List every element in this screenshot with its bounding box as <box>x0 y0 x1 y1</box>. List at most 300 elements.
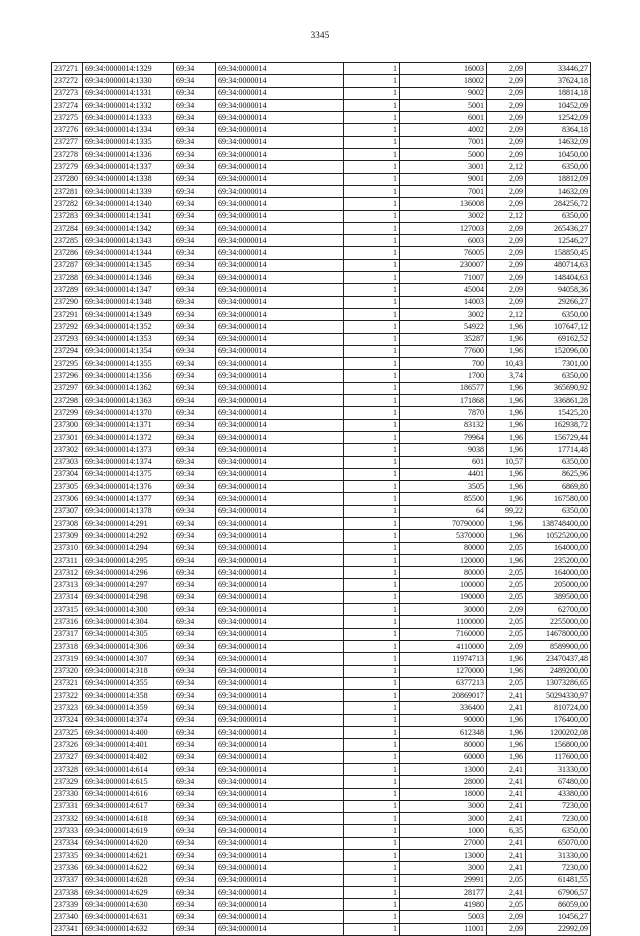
area-cell: 3505 <box>400 481 487 493</box>
rate-cell: 2,09 <box>487 99 526 111</box>
rate-cell: 2,05 <box>487 579 526 591</box>
count-cell: 1 <box>344 628 400 640</box>
cadastral-number-cell: 69:34:0000014:1341 <box>83 210 174 222</box>
district-code-cell: 69:34 <box>174 837 216 849</box>
table-row <box>52 604 591 616</box>
record-number-cell: 237312 <box>52 567 83 579</box>
count-cell: 1 <box>344 850 400 862</box>
value-cell: 37624,18 <box>526 75 591 87</box>
value-cell: 810724,00 <box>526 702 591 714</box>
record-number-cell: 237304 <box>52 468 83 480</box>
page-number: 3345 <box>310 30 330 40</box>
district-code-cell: 69:34 <box>174 727 216 739</box>
rate-cell: 1,96 <box>487 419 526 431</box>
district-code-cell: 69:34 <box>174 272 216 284</box>
table-row <box>52 567 591 579</box>
rate-cell: 1,96 <box>487 493 526 505</box>
count-cell: 1 <box>344 567 400 579</box>
table-row <box>52 63 591 75</box>
rate-cell: 2,05 <box>487 677 526 689</box>
record-number-cell: 237329 <box>52 776 83 788</box>
count-cell: 1 <box>344 751 400 763</box>
cadastral-quarter-cell: 69:34:0000014 <box>216 444 344 456</box>
rate-cell: 1,96 <box>487 554 526 566</box>
record-number-cell: 237295 <box>52 358 83 370</box>
rate-cell: 2,09 <box>487 296 526 308</box>
cadastral-number-cell: 69:34:0000014:307 <box>83 653 174 665</box>
table-row <box>52 702 591 714</box>
cadastral-number-cell: 69:34:0000014:1352 <box>83 321 174 333</box>
cadastral-quarter-cell: 69:34:0000014 <box>216 677 344 689</box>
district-code-cell: 69:34 <box>174 161 216 173</box>
table-row <box>52 395 591 407</box>
value-cell: 94058,36 <box>526 284 591 296</box>
district-code-cell: 69:34 <box>174 542 216 554</box>
count-cell: 1 <box>344 911 400 923</box>
cadastral-quarter-cell: 69:34:0000014 <box>216 161 344 173</box>
table-row <box>52 530 591 542</box>
record-number-cell: 237326 <box>52 739 83 751</box>
record-number-cell: 237294 <box>52 345 83 357</box>
table-row <box>52 554 591 566</box>
district-code-cell: 69:34 <box>174 395 216 407</box>
cadastral-number-cell: 69:34:0000014:632 <box>83 923 174 935</box>
count-cell: 1 <box>344 505 400 517</box>
cadastral-quarter-cell: 69:34:0000014 <box>216 727 344 739</box>
count-cell: 1 <box>344 727 400 739</box>
record-number-cell: 237320 <box>52 665 83 677</box>
area-cell: 5000 <box>400 149 487 161</box>
cadastral-quarter-cell: 69:34:0000014 <box>216 862 344 874</box>
district-code-cell: 69:34 <box>174 874 216 886</box>
record-number-cell: 237332 <box>52 813 83 825</box>
cadastral-number-cell: 69:34:0000014:1373 <box>83 444 174 456</box>
value-cell: 29266,27 <box>526 296 591 308</box>
area-cell: 612348 <box>400 727 487 739</box>
value-cell: 235200,00 <box>526 554 591 566</box>
value-cell: 107647,12 <box>526 321 591 333</box>
district-code-cell: 69:34 <box>174 468 216 480</box>
count-cell: 1 <box>344 235 400 247</box>
record-number-cell: 237307 <box>52 505 83 517</box>
count-cell: 1 <box>344 99 400 111</box>
area-cell: 4401 <box>400 468 487 480</box>
value-cell: 6350,00 <box>526 825 591 837</box>
cadastral-number-cell: 69:34:0000014:631 <box>83 911 174 923</box>
rate-cell: 2,09 <box>487 247 526 259</box>
record-number-cell: 237282 <box>52 198 83 210</box>
rate-cell: 1,96 <box>487 714 526 726</box>
area-cell: 1700 <box>400 370 487 382</box>
record-number-cell: 237299 <box>52 407 83 419</box>
area-cell: 80000 <box>400 739 487 751</box>
table-row <box>52 874 591 886</box>
count-cell: 1 <box>344 87 400 99</box>
count-cell: 1 <box>344 272 400 284</box>
cadastral-quarter-cell: 69:34:0000014 <box>216 259 344 271</box>
record-number-cell: 237291 <box>52 308 83 320</box>
record-number-cell: 237314 <box>52 591 83 603</box>
district-code-cell: 69:34 <box>174 825 216 837</box>
cadastral-quarter-cell: 69:34:0000014 <box>216 284 344 296</box>
record-number-cell: 237276 <box>52 124 83 136</box>
cadastral-number-cell: 69:34:0000014:618 <box>83 813 174 825</box>
table-row <box>52 665 591 677</box>
district-code-cell: 69:34 <box>174 800 216 812</box>
cadastral-quarter-cell: 69:34:0000014 <box>216 751 344 763</box>
cadastral-quarter-cell: 69:34:0000014 <box>216 235 344 247</box>
cadastral-quarter-cell: 69:34:0000014 <box>216 616 344 628</box>
cadastral-number-cell: 69:34:0000014:1335 <box>83 136 174 148</box>
district-code-cell: 69:34 <box>174 185 216 197</box>
rate-cell: 2,41 <box>487 690 526 702</box>
rate-cell: 1,96 <box>487 444 526 456</box>
cadastral-quarter-cell: 69:34:0000014 <box>216 739 344 751</box>
cadastral-quarter-cell: 69:34:0000014 <box>216 665 344 677</box>
district-code-cell: 69:34 <box>174 99 216 111</box>
cadastral-number-cell: 69:34:0000014:298 <box>83 591 174 603</box>
cadastral-quarter-cell: 69:34:0000014 <box>216 923 344 935</box>
value-cell: 33446,27 <box>526 63 591 75</box>
area-cell: 100000 <box>400 579 487 591</box>
table-row <box>52 112 591 124</box>
area-cell: 7160000 <box>400 628 487 640</box>
count-cell: 1 <box>344 517 400 529</box>
value-cell: 17714,48 <box>526 444 591 456</box>
count-cell: 1 <box>344 714 400 726</box>
cadastral-quarter-cell: 69:34:0000014 <box>216 776 344 788</box>
cadastral-number-cell: 69:34:0000014:1370 <box>83 407 174 419</box>
area-cell: 7870 <box>400 407 487 419</box>
value-cell: 148404,63 <box>526 272 591 284</box>
cadastral-number-cell: 69:34:0000014:1340 <box>83 198 174 210</box>
district-code-cell: 69:34 <box>174 886 216 898</box>
rate-cell: 2,05 <box>487 899 526 911</box>
table-row <box>52 616 591 628</box>
cadastral-quarter-cell: 69:34:0000014 <box>216 210 344 222</box>
rate-cell: 2,41 <box>487 800 526 812</box>
rate-cell: 2,09 <box>487 136 526 148</box>
cadastral-number-cell: 69:34:0000014:622 <box>83 862 174 874</box>
cadastral-number-cell: 69:34:0000014:358 <box>83 690 174 702</box>
record-number-cell: 237290 <box>52 296 83 308</box>
count-cell: 1 <box>344 763 400 775</box>
district-code-cell: 69:34 <box>174 87 216 99</box>
count-cell: 1 <box>344 395 400 407</box>
cadastral-number-cell: 69:34:0000014:1346 <box>83 272 174 284</box>
table-row <box>52 886 591 898</box>
area-cell: 186577 <box>400 382 487 394</box>
area-cell: 28177 <box>400 886 487 898</box>
cadastral-quarter-cell: 69:34:0000014 <box>216 149 344 161</box>
cadastral-quarter-cell: 69:34:0000014 <box>216 813 344 825</box>
cadastral-quarter-cell: 69:34:0000014 <box>216 714 344 726</box>
record-number-cell: 237309 <box>52 530 83 542</box>
rate-cell: 2,41 <box>487 837 526 849</box>
count-cell: 1 <box>344 358 400 370</box>
district-code-cell: 69:34 <box>174 63 216 75</box>
district-code-cell: 69:34 <box>174 173 216 185</box>
area-cell: 6001 <box>400 112 487 124</box>
rate-cell: 2,09 <box>487 63 526 75</box>
cadastral-quarter-cell: 69:34:0000014 <box>216 382 344 394</box>
cadastral-number-cell: 69:34:0000014:1344 <box>83 247 174 259</box>
count-cell: 1 <box>344 862 400 874</box>
cadastral-quarter-cell: 69:34:0000014 <box>216 579 344 591</box>
table-row <box>52 640 591 652</box>
count-cell: 1 <box>344 75 400 87</box>
value-cell: 389500,00 <box>526 591 591 603</box>
cadastral-quarter-cell: 69:34:0000014 <box>216 899 344 911</box>
table-row <box>52 923 591 935</box>
area-cell: 136008 <box>400 198 487 210</box>
table-row <box>52 358 591 370</box>
cadastral-number-cell: 69:34:0000014:1372 <box>83 431 174 443</box>
cadastral-number-cell: 69:34:0000014:1339 <box>83 185 174 197</box>
record-number-cell: 237325 <box>52 727 83 739</box>
area-cell: 6003 <box>400 235 487 247</box>
value-cell: 8364,18 <box>526 124 591 136</box>
record-number-cell: 237284 <box>52 222 83 234</box>
count-cell: 1 <box>344 886 400 898</box>
record-number-cell: 237271 <box>52 63 83 75</box>
area-cell: 3002 <box>400 308 487 320</box>
district-code-cell: 69:34 <box>174 235 216 247</box>
cadastral-quarter-cell: 69:34:0000014 <box>216 850 344 862</box>
cadastral-quarter-cell: 69:34:0000014 <box>216 702 344 714</box>
area-cell: 3001 <box>400 161 487 173</box>
cadastral-number-cell: 69:34:0000014:1329 <box>83 63 174 75</box>
value-cell: 138748400,00 <box>526 517 591 529</box>
record-number-cell: 237318 <box>52 640 83 652</box>
district-code-cell: 69:34 <box>174 284 216 296</box>
cadastral-number-cell: 69:34:0000014:1347 <box>83 284 174 296</box>
cadastral-number-cell: 69:34:0000014:630 <box>83 899 174 911</box>
cadastral-number-cell: 69:34:0000014:1376 <box>83 481 174 493</box>
cadastral-number-cell: 69:34:0000014:359 <box>83 702 174 714</box>
area-cell: 83132 <box>400 419 487 431</box>
table-row <box>52 788 591 800</box>
count-cell: 1 <box>344 431 400 443</box>
table-row <box>52 222 591 234</box>
record-number-cell: 237275 <box>52 112 83 124</box>
table-row <box>52 185 591 197</box>
district-code-cell: 69:34 <box>174 714 216 726</box>
table-row <box>52 763 591 775</box>
district-code-cell: 69:34 <box>174 296 216 308</box>
district-code-cell: 69:34 <box>174 321 216 333</box>
record-number-cell: 237336 <box>52 862 83 874</box>
value-cell: 156800,00 <box>526 739 591 751</box>
value-cell: 2255000,00 <box>526 616 591 628</box>
count-cell: 1 <box>344 899 400 911</box>
area-cell: 80000 <box>400 567 487 579</box>
record-number-cell: 237328 <box>52 763 83 775</box>
cadastral-number-cell: 69:34:0000014:615 <box>83 776 174 788</box>
table-row <box>52 75 591 87</box>
cadastral-number-cell: 69:34:0000014:617 <box>83 800 174 812</box>
rate-cell: 2,09 <box>487 604 526 616</box>
rate-cell: 2,05 <box>487 567 526 579</box>
district-code-cell: 69:34 <box>174 75 216 87</box>
area-cell: 230007 <box>400 259 487 271</box>
table-row <box>52 272 591 284</box>
table-row <box>52 481 591 493</box>
area-cell: 3000 <box>400 800 487 812</box>
cadastral-number-cell: 69:34:0000014:628 <box>83 874 174 886</box>
rate-cell: 2,09 <box>487 112 526 124</box>
table-row <box>52 739 591 751</box>
record-number-cell: 237283 <box>52 210 83 222</box>
table-row <box>52 333 591 345</box>
record-number-cell: 237319 <box>52 653 83 665</box>
area-cell: 35287 <box>400 333 487 345</box>
value-cell: 61481,55 <box>526 874 591 886</box>
value-cell: 6350,00 <box>526 370 591 382</box>
area-cell: 76005 <box>400 247 487 259</box>
value-cell: 62700,00 <box>526 604 591 616</box>
area-cell: 6377213 <box>400 677 487 689</box>
record-number-cell: 237338 <box>52 886 83 898</box>
rate-cell: 2,41 <box>487 813 526 825</box>
area-cell: 16003 <box>400 63 487 75</box>
cadastral-quarter-cell: 69:34:0000014 <box>216 542 344 554</box>
value-cell: 6350,00 <box>526 308 591 320</box>
cadastral-quarter-cell: 69:34:0000014 <box>216 825 344 837</box>
district-code-cell: 69:34 <box>174 653 216 665</box>
cadastral-number-cell: 69:34:0000014:1337 <box>83 161 174 173</box>
record-number-cell: 237330 <box>52 788 83 800</box>
record-number-cell: 237301 <box>52 431 83 443</box>
cadastral-quarter-cell: 69:34:0000014 <box>216 640 344 652</box>
district-code-cell: 69:34 <box>174 112 216 124</box>
value-cell: 67906,57 <box>526 886 591 898</box>
cadastral-number-cell: 69:34:0000014:1375 <box>83 468 174 480</box>
rate-cell: 2,09 <box>487 923 526 935</box>
table-row <box>52 345 591 357</box>
cadastral-quarter-cell: 69:34:0000014 <box>216 554 344 566</box>
count-cell: 1 <box>344 136 400 148</box>
count-cell: 1 <box>344 825 400 837</box>
area-cell: 120000 <box>400 554 487 566</box>
cadastral-number-cell: 69:34:0000014:374 <box>83 714 174 726</box>
cadastral-number-cell: 69:34:0000014:1378 <box>83 505 174 517</box>
record-number-cell: 237339 <box>52 899 83 911</box>
value-cell: 43380,00 <box>526 788 591 800</box>
cadastral-number-cell: 69:34:0000014:292 <box>83 530 174 542</box>
table-row <box>52 173 591 185</box>
table-row <box>52 591 591 603</box>
cadastral-number-cell: 69:34:0000014:1355 <box>83 358 174 370</box>
district-code-cell: 69:34 <box>174 456 216 468</box>
count-cell: 1 <box>344 530 400 542</box>
registry-table-body <box>52 63 591 936</box>
value-cell: 86059,00 <box>526 899 591 911</box>
rate-cell: 1,96 <box>487 407 526 419</box>
value-cell: 14632,09 <box>526 136 591 148</box>
cadastral-quarter-cell: 69:34:0000014 <box>216 407 344 419</box>
table-row <box>52 825 591 837</box>
cadastral-quarter-cell: 69:34:0000014 <box>216 505 344 517</box>
value-cell: 10456,27 <box>526 911 591 923</box>
count-cell: 1 <box>344 444 400 456</box>
cadastral-quarter-cell: 69:34:0000014 <box>216 886 344 898</box>
cadastral-number-cell: 69:34:0000014:1354 <box>83 345 174 357</box>
cadastral-number-cell: 69:34:0000014:1356 <box>83 370 174 382</box>
table-row <box>52 259 591 271</box>
area-cell: 18002 <box>400 75 487 87</box>
count-cell: 1 <box>344 579 400 591</box>
count-cell: 1 <box>344 554 400 566</box>
district-code-cell: 69:34 <box>174 358 216 370</box>
district-code-cell: 69:34 <box>174 751 216 763</box>
rate-cell: 2,41 <box>487 763 526 775</box>
rate-cell: 1,96 <box>487 517 526 529</box>
cadastral-quarter-cell: 69:34:0000014 <box>216 419 344 431</box>
rate-cell: 2,41 <box>487 788 526 800</box>
area-cell: 171868 <box>400 395 487 407</box>
area-cell: 7001 <box>400 185 487 197</box>
cadastral-number-cell: 69:34:0000014:291 <box>83 517 174 529</box>
rate-cell: 2,12 <box>487 161 526 173</box>
table-row <box>52 247 591 259</box>
rate-cell: 2,05 <box>487 542 526 554</box>
count-cell: 1 <box>344 923 400 935</box>
district-code-cell: 69:34 <box>174 862 216 874</box>
table-row <box>52 776 591 788</box>
count-cell: 1 <box>344 653 400 665</box>
table-row <box>52 444 591 456</box>
area-cell: 7001 <box>400 136 487 148</box>
record-number-cell: 237286 <box>52 247 83 259</box>
area-cell: 1100000 <box>400 616 487 628</box>
count-cell: 1 <box>344 259 400 271</box>
rate-cell: 2,05 <box>487 874 526 886</box>
cadastral-quarter-cell: 69:34:0000014 <box>216 468 344 480</box>
record-number-cell: 237293 <box>52 333 83 345</box>
area-cell: 80000 <box>400 542 487 554</box>
value-cell: 23470437,48 <box>526 653 591 665</box>
table-row <box>52 911 591 923</box>
cadastral-quarter-cell: 69:34:0000014 <box>216 874 344 886</box>
area-cell: 5001 <box>400 99 487 111</box>
district-code-cell: 69:34 <box>174 247 216 259</box>
cadastral-quarter-cell: 69:34:0000014 <box>216 690 344 702</box>
table-row <box>52 99 591 111</box>
rate-cell: 1,96 <box>487 468 526 480</box>
cadastral-quarter-cell: 69:34:0000014 <box>216 911 344 923</box>
cadastral-quarter-cell: 69:34:0000014 <box>216 185 344 197</box>
value-cell: 10525200,00 <box>526 530 591 542</box>
rate-cell: 2,41 <box>487 776 526 788</box>
cadastral-number-cell: 69:34:0000014:1332 <box>83 99 174 111</box>
district-code-cell: 69:34 <box>174 923 216 935</box>
count-cell: 1 <box>344 185 400 197</box>
record-number-cell: 237335 <box>52 850 83 862</box>
district-code-cell: 69:34 <box>174 554 216 566</box>
cadastral-number-cell: 69:34:0000014:1338 <box>83 173 174 185</box>
record-number-cell: 237333 <box>52 825 83 837</box>
district-code-cell: 69:34 <box>174 899 216 911</box>
cadastral-quarter-cell: 69:34:0000014 <box>216 591 344 603</box>
cadastral-quarter-cell: 69:34:0000014 <box>216 308 344 320</box>
value-cell: 69162,52 <box>526 333 591 345</box>
table-row <box>52 690 591 702</box>
value-cell: 13073286,65 <box>526 677 591 689</box>
area-cell: 13000 <box>400 763 487 775</box>
table-row <box>52 235 591 247</box>
cadastral-number-cell: 69:34:0000014:1334 <box>83 124 174 136</box>
